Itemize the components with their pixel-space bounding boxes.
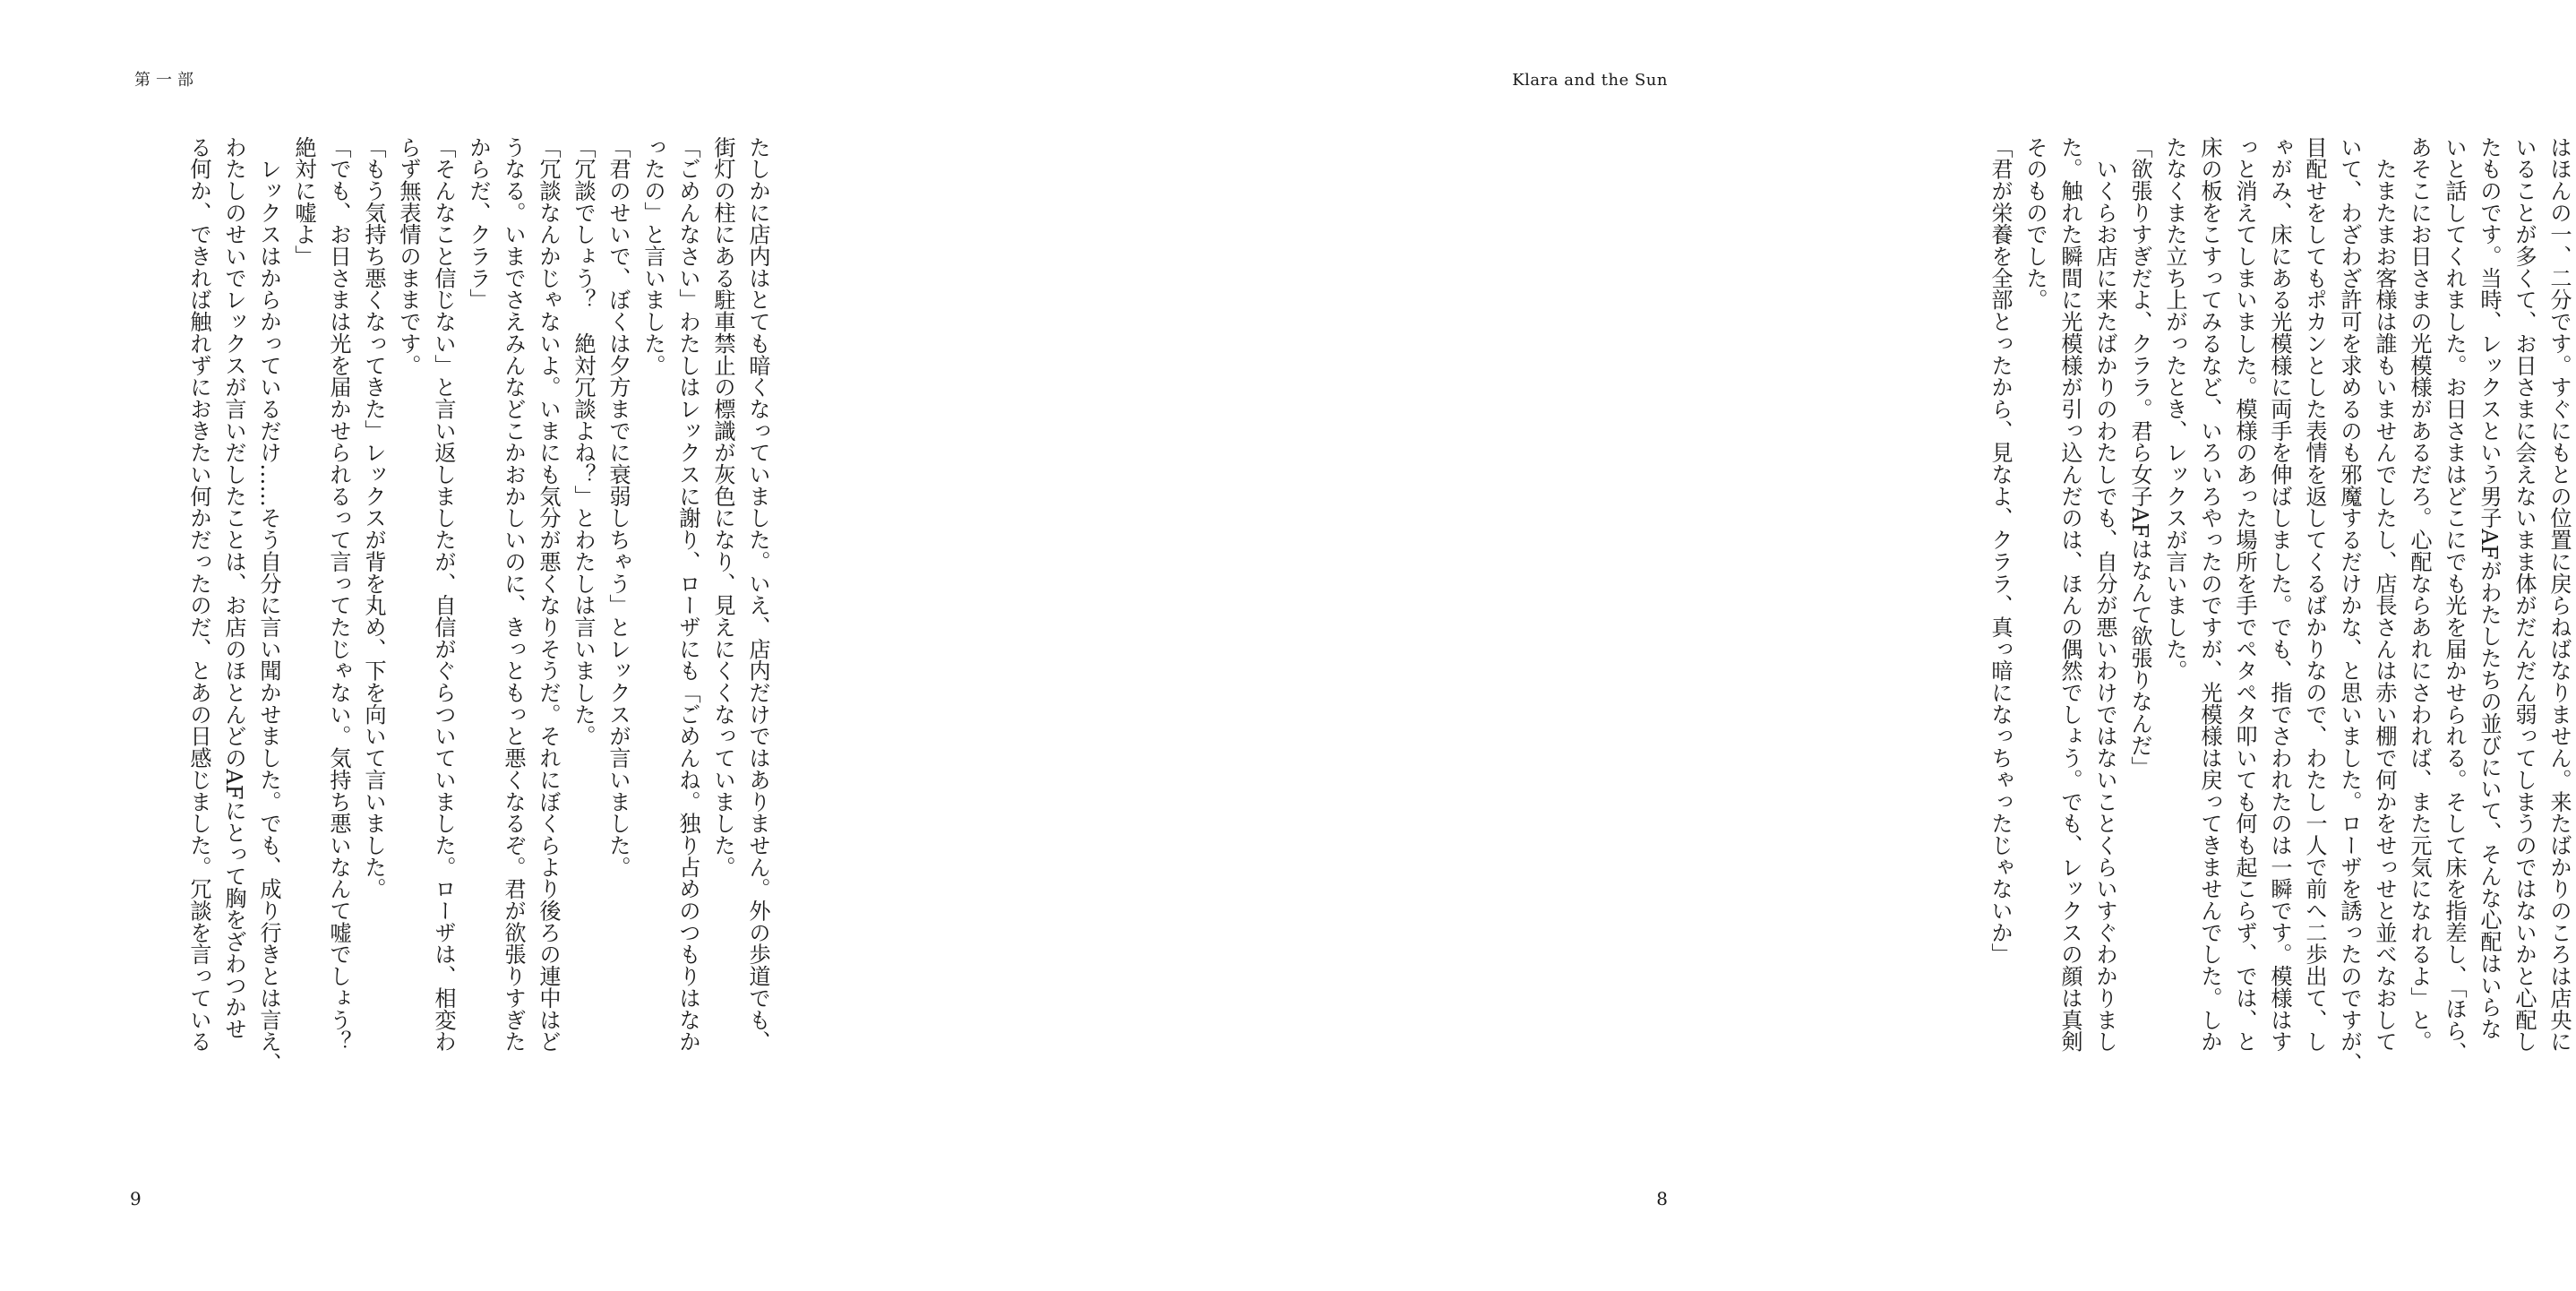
page-number: 8 — [1656, 1188, 1668, 1209]
text-line: る何か、できれば触れずにおきたい何かだったのだ、とあの日感じました。冗談を言っている — [186, 136, 211, 1053]
text-line: 「そんなこと信じない」と言い返しましたが、自信がぐらついていました。ローザは、相変わ — [431, 136, 456, 1053]
text-line: レックスはからかっているだけ……そう自分に言い聞かせました。でも、成り行きとは言え、 — [256, 136, 281, 1075]
text-line: っと消えてしまいました。模様のあった場所を手でペタペタ叩いても何も起こらず、では、と — [2232, 136, 2257, 1053]
text-line: らず無表情のままです。 — [396, 136, 421, 376]
text-line: からだ、クララ」 — [466, 136, 491, 311]
text-line: 床の板をこすってみるなど、いろいろやったのですが、光模様は戻ってきませんでした。しか — [2197, 136, 2222, 1053]
text-line: たしかに店内はとても暗くなっていました。いえ、店内だけではありません。外の歩道でも、 — [745, 136, 770, 1053]
text-line: 「でも、お日さまは光を届かせられるって言ってたじゃない。気持ち悪いなんて嘘でしょう？ — [326, 136, 351, 1053]
right-page — [896, 0, 2572, 1291]
text-line: わたしのせいでレックスが言いだしたことは、お店のほとんどのAFにとって胸をざわつかせ — [221, 136, 246, 1040]
text-line: いくらお店に来たばかりのわたしでも、自分が悪いわけではないことくらいすぐわかりまし — [2092, 136, 2117, 1053]
text-line: 「欲張りすぎだよ、クララ。君ら女子AFはなんて欲張りなんだ」 — [2127, 136, 2152, 779]
text-line: 「冗談でしょう？ 絶対冗談よね？」とわたしは言いました。 — [571, 136, 596, 747]
text-line: たまたまお客様は誰もいませんでしたし、店長さんは赤い棚で何かをせっせと並べなおして — [2372, 136, 2397, 1053]
running-head-part: 第一部 — [134, 71, 199, 90]
right-page-body — [1935, 136, 2576, 1138]
text-line: いて、わざわざ許可を求めるのも邪魔するだけかな、と思いました。ローザを誘ったのですが、 — [2337, 136, 2362, 1075]
text-line: ったの」と言いました。 — [640, 136, 665, 376]
text-line: うなる。いまでさえみんなどこかおかしいのに、きっともっと悪くなるぞ。君が欲張りすぎた — [501, 136, 526, 1053]
text-line: 街灯の柱にある駐車禁止の標識が灰色になり、見えにくくなっていました。 — [710, 136, 735, 878]
text-line: た。触れた瞬間に光模様が引っ込んだのは、ほんの偶然でしょう。でも、レックスの顔は真剣 — [2057, 136, 2082, 1053]
text-line: 「君が栄養を全部とったから、見なよ、クララ、真っ暗になっちゃったじゃないか」 — [1988, 136, 2013, 966]
text-line: 絶対に嘘よ」 — [291, 136, 316, 268]
running-head-title: Klara and the Sun — [1512, 71, 1668, 90]
left-page-body — [186, 136, 775, 1138]
page-number: 9 — [130, 1188, 142, 1209]
text-line: たなくまた立ち上がったとき、レックスが言いました。 — [2162, 136, 2187, 682]
text-line: たものです。当時、レックスという男子AFがわたしたちの並びにいて、そんな心配はいらな — [2477, 136, 2502, 1040]
text-line: 「もう気持ち悪くなってきた」レックスが背を丸め、下を向いて言いました。 — [361, 136, 386, 900]
text-line: そのものでした。 — [2022, 136, 2048, 311]
text-line: はほんの一、二分です。すぐにもとの位置に戻らねばなりません。来たばかりのころは店央に — [2546, 136, 2572, 1053]
left-page — [0, 0, 896, 1291]
text-line: 「君のせいで、ぼくは夕方までに衰弱しちゃう」とレックスが言いました。 — [605, 136, 631, 878]
text-line: いることが多くて、お日さまに会えないまま体がだんだん弱ってしまうのではないかと心配し — [2512, 136, 2537, 1053]
text-line: いと話してくれました。お日さまはどこにでも光を届かせられる。そして床を指差し、「ほら、 — [2442, 136, 2467, 1063]
text-line: ゃがみ、床にある光模様に両手を伸ばしました。でも、指でさわれたのは一瞬です。模様はす — [2267, 136, 2292, 1053]
text-line: あそこにお日さまの光模様があるだろ。心配ならあれにさわれば、また元気になれるよ」と。 — [2407, 136, 2432, 1053]
text-line: 「冗談なんかじゃないよ。いまにも気分が悪くなりそうだ。それにぼくらより後ろの連中はど — [536, 136, 561, 1053]
text-line: 目配せをしてもポカンとした表情を返してくるばかりなので、わたし一人で前へ二歩出て、し — [2302, 136, 2327, 1053]
text-line: 「ごめんなさい」わたしはレックスに謝り、ローザにも「ごめんね。独り占めのつもりはなか — [675, 136, 700, 1053]
